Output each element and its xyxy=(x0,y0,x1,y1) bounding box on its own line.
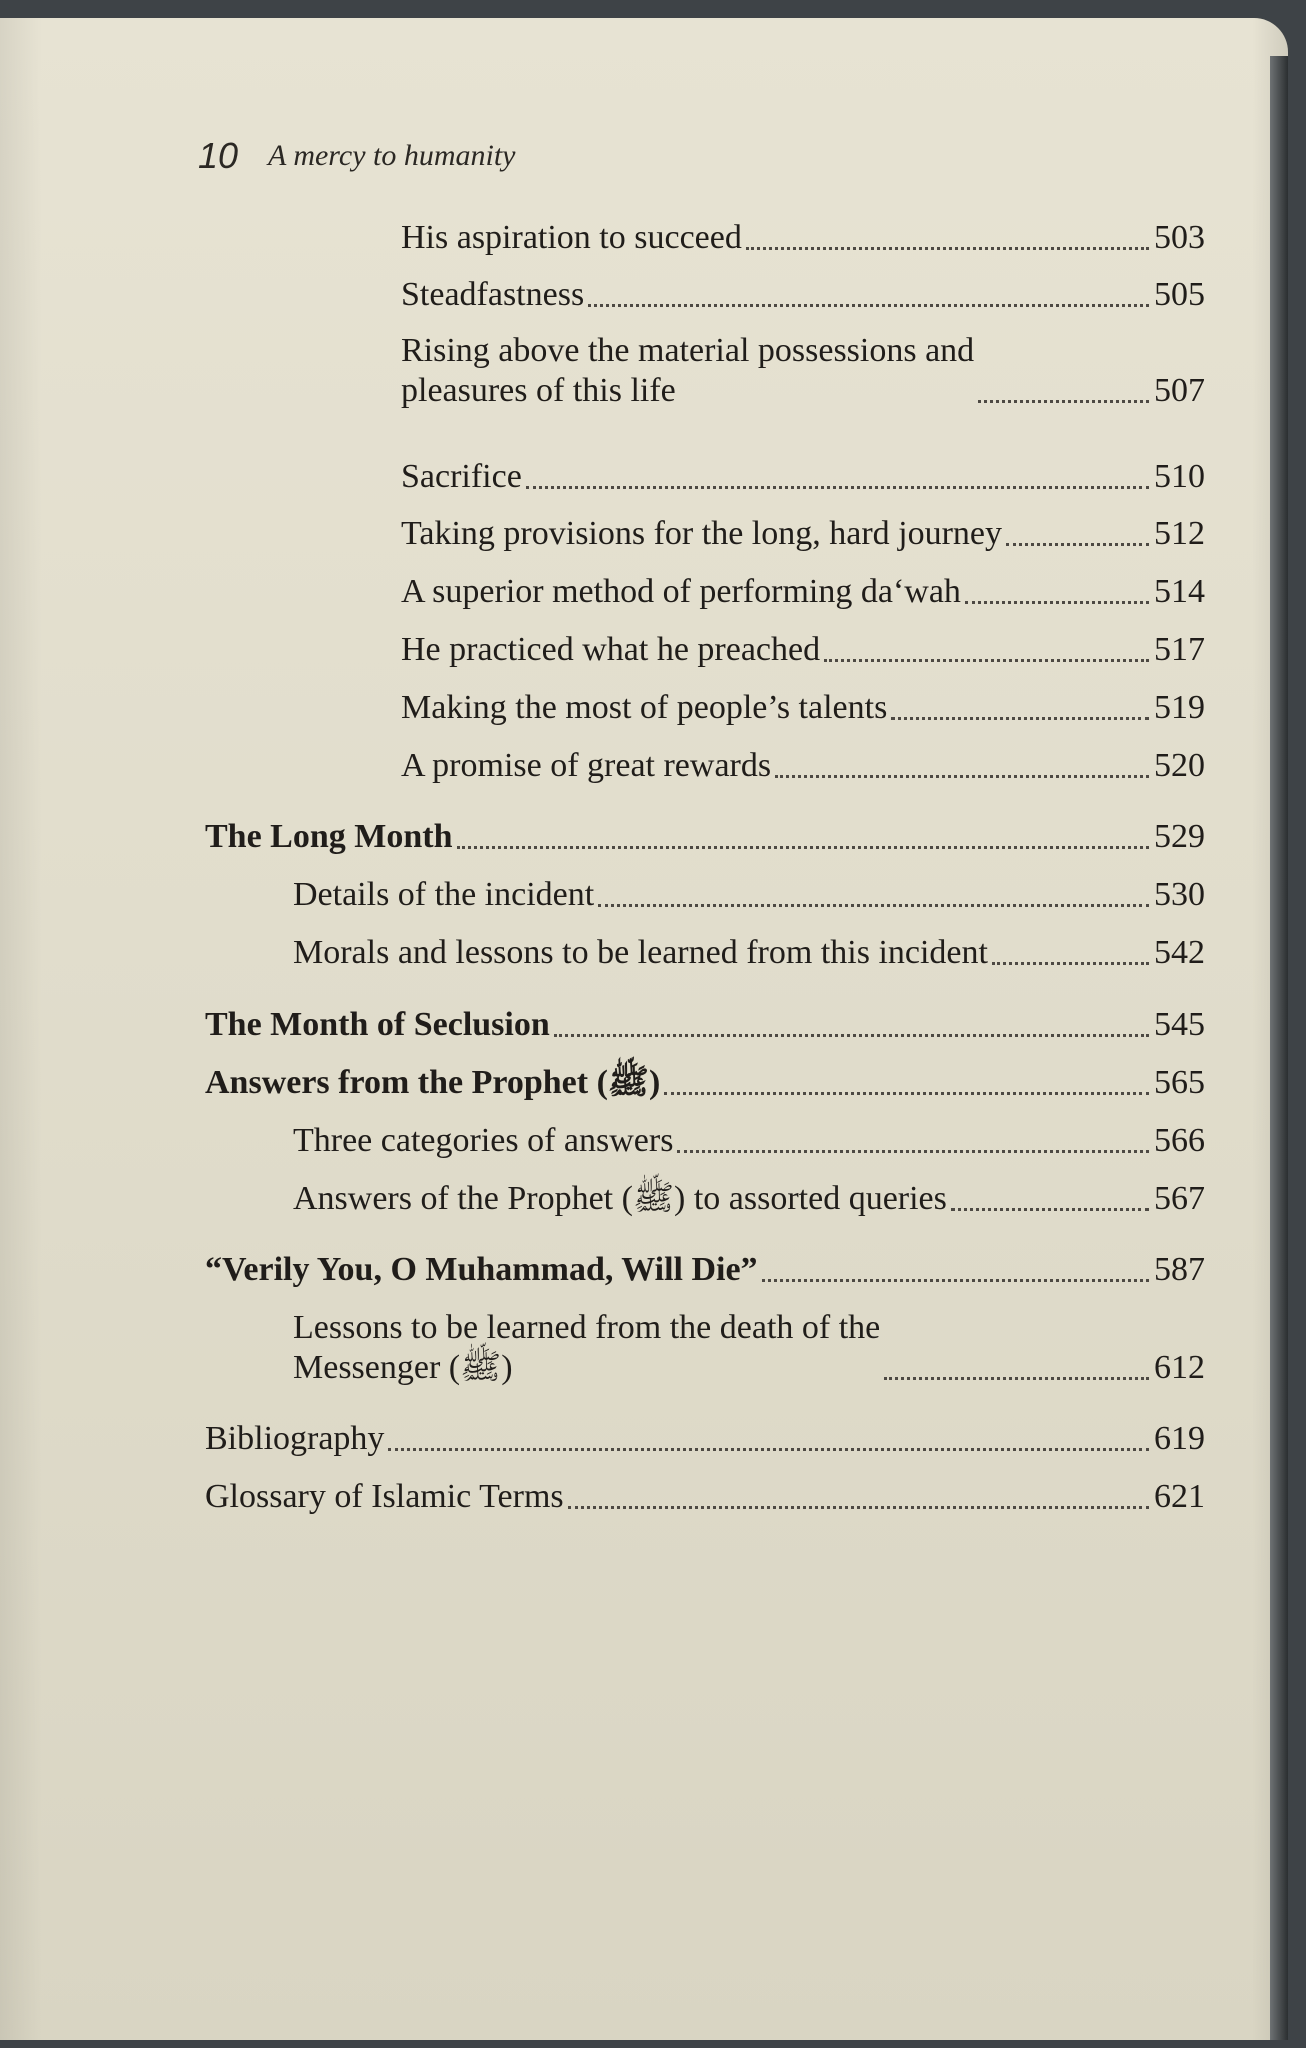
dot-leader xyxy=(978,400,1149,403)
toc-entry-page: 621 xyxy=(1154,1478,1205,1515)
toc-entry-title: Sacrifice xyxy=(401,458,522,495)
toc-entry-verily-you xyxy=(205,1250,1205,1290)
toc-entry-lessons-death xyxy=(293,1308,1205,1388)
toc-entry-page: 510 xyxy=(1154,458,1205,495)
toc-entry-talents xyxy=(401,688,1205,728)
toc-entry-steadfastness xyxy=(401,275,1205,315)
dot-leader xyxy=(677,1150,1149,1153)
toc-entry-page: 520 xyxy=(1154,747,1205,784)
toc-entry-title: A superior method of performing da‘wah xyxy=(401,573,961,610)
page-number: 10 xyxy=(198,135,239,176)
dot-leader xyxy=(388,1448,1149,1451)
dot-leader xyxy=(951,1208,1149,1211)
dot-leader xyxy=(457,846,1150,849)
toc-entry-page: 529 xyxy=(1154,818,1205,855)
toc-entry-page: 542 xyxy=(1154,934,1205,971)
toc-entry-title: The Long Month xyxy=(205,818,453,855)
toc-entry-page: 587 xyxy=(1154,1251,1205,1288)
toc-entry-long-month xyxy=(205,817,1205,857)
toc-entry-title: A promise of great rewards xyxy=(401,747,772,784)
toc-entry-title: “Verily You, O Muhammad, Will Die” xyxy=(205,1251,758,1288)
toc-entry-title: Making the most of people’s talents xyxy=(401,689,888,726)
toc-entry-bibliography xyxy=(205,1419,1205,1459)
toc-entry-title: Glossary of Islamic Terms xyxy=(205,1478,564,1515)
toc-entry-page: 505 xyxy=(1154,276,1205,313)
toc-entry-title: Steadfastness xyxy=(401,276,585,313)
toc-entry-page: 507 xyxy=(1154,372,1205,410)
toc-entry-title: His aspiration to succeed xyxy=(401,219,742,256)
toc-entry-three-categories xyxy=(293,1121,1205,1161)
toc-entry-title: Answers from the Prophet (ﷺ) xyxy=(205,1064,661,1101)
toc-entry-title: Taking provisions for the long, hard journey xyxy=(401,515,1003,552)
toc-entry-page: 565 xyxy=(1154,1064,1205,1101)
toc-entry-title: He practiced what he preached xyxy=(401,631,821,668)
toc-entry-page: 514 xyxy=(1154,573,1205,610)
toc-entry-aspiration xyxy=(401,218,1205,258)
dot-leader xyxy=(762,1279,1149,1282)
toc-entry-title: Details of the incident xyxy=(293,876,595,913)
toc-entry-morals xyxy=(293,933,1205,973)
dot-leader xyxy=(664,1092,1149,1095)
dot-leader xyxy=(891,717,1149,720)
toc-entry-title: Three categories of answers xyxy=(293,1122,674,1159)
toc-entry-provisions xyxy=(401,514,1205,554)
toc-entry-glossary xyxy=(205,1477,1205,1517)
toc-entry-page: 530 xyxy=(1154,876,1205,913)
dot-leader xyxy=(588,304,1149,307)
page-edge-shadow xyxy=(1270,56,1288,2040)
toc-entry-title: The Month of Seclusion xyxy=(205,1006,550,1043)
toc-entry-sacrifice xyxy=(401,457,1205,497)
book-page xyxy=(0,18,1288,2040)
toc-entry-page: 619 xyxy=(1154,1420,1205,1457)
toc-entry-title: Bibliography xyxy=(205,1420,385,1457)
toc-entry-dawah xyxy=(401,572,1205,612)
toc-entry-page: 519 xyxy=(1154,689,1205,726)
dot-leader xyxy=(824,659,1149,662)
toc-entry-rewards xyxy=(401,746,1205,786)
toc-entry-page: 567 xyxy=(1154,1180,1205,1217)
toc-entry-page: 612 xyxy=(1154,1349,1205,1387)
dot-leader xyxy=(965,601,1149,604)
dot-leader xyxy=(526,486,1149,489)
toc-entry-assorted-queries xyxy=(293,1179,1205,1219)
toc-entry-practiced xyxy=(401,630,1205,670)
toc-entry-rising-above xyxy=(401,331,1205,411)
toc-entry-title: Morals and lessons to be learned from this incident xyxy=(293,934,988,971)
dot-leader xyxy=(746,247,1149,250)
dot-leader xyxy=(775,775,1149,778)
toc-entry-title: Rising above the material possessions and pleasures of this life xyxy=(401,332,975,410)
dot-leader xyxy=(598,904,1149,907)
dot-leader xyxy=(554,1034,1149,1037)
toc-entry-page: 566 xyxy=(1154,1122,1205,1159)
dot-leader xyxy=(568,1506,1149,1509)
toc-entry-answers xyxy=(205,1063,1205,1103)
dot-leader xyxy=(992,962,1149,965)
toc-entry-seclusion xyxy=(205,1005,1205,1045)
toc-entry-page: 503 xyxy=(1154,219,1205,256)
toc-entry-page: 545 xyxy=(1154,1006,1205,1043)
toc-entry-details xyxy=(293,875,1205,915)
toc-entry-page: 512 xyxy=(1154,515,1205,552)
dot-leader xyxy=(884,1377,1149,1380)
toc-entry-title: Lessons to be learned from the death of the Messenger (ﷺ) xyxy=(293,1309,881,1387)
running-header xyxy=(198,135,516,177)
running-title: A mercy to humanity xyxy=(268,139,516,172)
toc-entry-title: Answers of the Prophet (ﷺ) to assorted queries xyxy=(293,1180,947,1217)
toc-entry-page: 517 xyxy=(1154,631,1205,668)
dot-leader xyxy=(1006,543,1149,546)
